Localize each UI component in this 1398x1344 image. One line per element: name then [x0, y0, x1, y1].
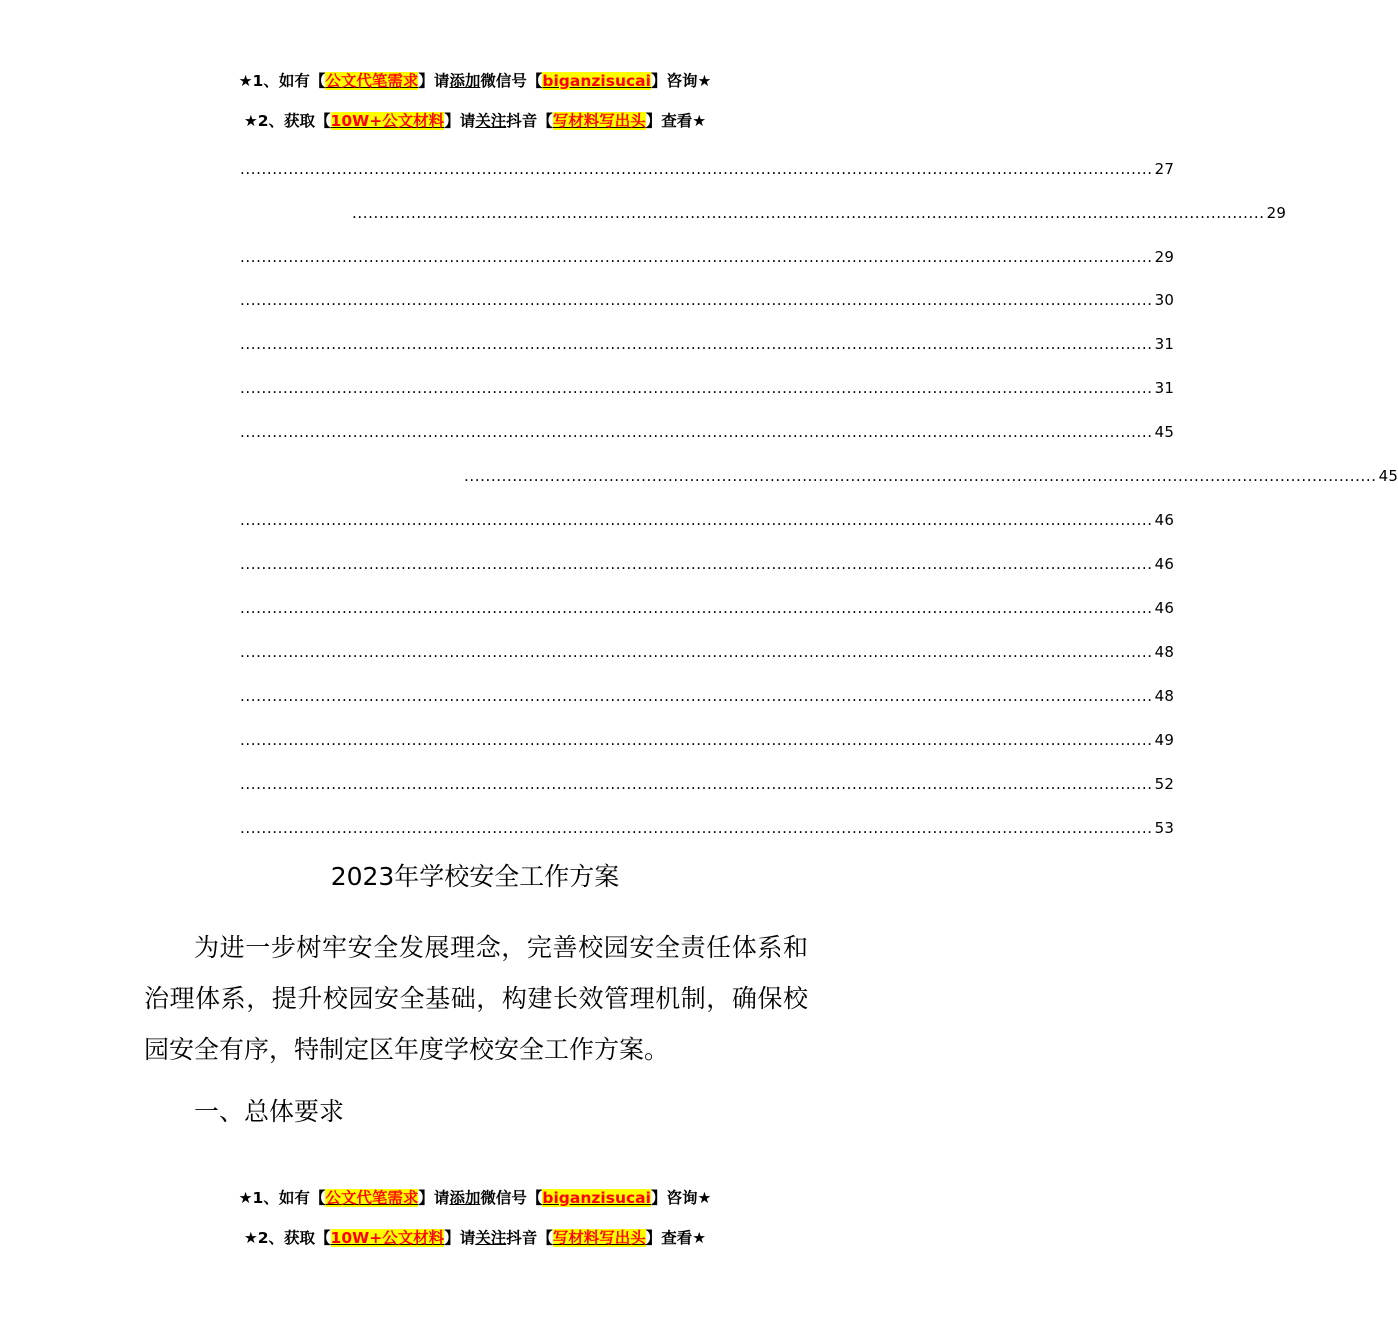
footer-promo-line-2	[0, 1227, 950, 1249]
promo-text: 】请	[444, 112, 476, 130]
promo-highlight-service: 公文代笔需求	[325, 72, 419, 90]
promo-underlined-add: 添加	[449, 72, 481, 90]
toc-leader-dots: ..........................................................................................................................................................................	[240, 687, 1153, 705]
toc-entry[interactable]	[352, 203, 1287, 223]
toc-page-number: 49	[1154, 731, 1175, 749]
toc-entry[interactable]	[240, 510, 1175, 530]
toc-leader-dots: ..........................................................................................................................................................................	[240, 819, 1153, 837]
toc-entry[interactable]	[240, 378, 1175, 398]
promo-text: 】请	[418, 1189, 450, 1207]
toc-leader-dots: ..........................................................................................................................................................................	[240, 160, 1153, 178]
footer-promo-line-1	[0, 1187, 950, 1209]
toc-leader-dots: ..........................................................................................................................................................................	[352, 204, 1265, 222]
promo-underlined-follow: 关注	[475, 1229, 507, 1247]
document-title: 2023年学校安全工作方案	[330, 862, 620, 891]
toc-leader-dots: ..........................................................................................................................................................................	[240, 511, 1153, 529]
toc-entry[interactable]	[464, 466, 1398, 486]
toc-entry[interactable]	[240, 818, 1175, 838]
toc-leader-dots: ..........................................................................................................................................................................	[240, 335, 1153, 353]
toc-entry[interactable]	[240, 422, 1175, 442]
toc-leader-dots: ..........................................................................................................................................................................	[240, 775, 1153, 793]
toc-leader-dots: ..........................................................................................................................................................................	[240, 291, 1153, 309]
header-promo-line-1	[0, 70, 950, 92]
toc-entry[interactable]	[240, 686, 1175, 706]
promo-highlight-douyin-id: 写材料写出头	[552, 1229, 646, 1247]
toc-entry[interactable]	[240, 774, 1175, 794]
promo-prefix: ★2、获取【	[243, 1229, 331, 1247]
promo-prefix: ★1、如有【	[238, 1189, 326, 1207]
toc-page-number: 45	[1154, 423, 1175, 441]
promo-text: 抖音【	[506, 112, 553, 130]
toc-page-number: 46	[1154, 555, 1175, 573]
toc-entry[interactable]	[240, 730, 1175, 750]
toc-page-number: 48	[1154, 687, 1175, 705]
toc-leader-dots: ..........................................................................................................................................................................	[240, 379, 1153, 397]
toc-entry[interactable]	[240, 290, 1175, 310]
promo-suffix: 】咨询★	[650, 72, 712, 90]
promo-text: 】请	[418, 72, 450, 90]
promo-underlined-follow: 关注	[475, 112, 507, 130]
toc-leader-dots: ..........................................................................................................................................................................	[240, 423, 1153, 441]
toc-entry[interactable]	[240, 642, 1175, 662]
promo-prefix: ★1、如有【	[238, 72, 326, 90]
toc-entry[interactable]	[240, 159, 1175, 179]
toc-page-number: 52	[1154, 775, 1175, 793]
toc-leader-dots: ..........................................................................................................................................................................	[240, 643, 1153, 661]
toc-page-number: 48	[1154, 643, 1175, 661]
intro-paragraph: 为进一步树牢安全发展理念，完善校园安全责任体系和治理体系，提升校园安全基础，构建长效管理机制，确保校园安全有序，特制定区年度学校安全工作方案。	[144, 933, 808, 1064]
toc-page-number: 46	[1154, 511, 1175, 529]
toc-page-number: 46	[1154, 599, 1175, 617]
promo-prefix: ★2、获取【	[243, 112, 331, 130]
promo-highlight-materials: 10W+公文材料	[330, 112, 445, 130]
toc-page-number: 29	[1154, 248, 1175, 266]
toc-leader-dots: ..........................................................................................................................................................................	[240, 599, 1153, 617]
toc-leader-dots: ..........................................................................................................................................................................	[240, 731, 1153, 749]
promo-highlight-materials: 10W+公文材料	[330, 1229, 445, 1247]
promo-highlight-service: 公文代笔需求	[325, 1189, 419, 1207]
promo-text: 抖音【	[506, 1229, 553, 1247]
promo-suffix: 】查看★	[645, 112, 707, 130]
toc-entry[interactable]	[240, 334, 1175, 354]
promo-highlight-douyin-id: 写材料写出头	[552, 112, 646, 130]
toc-page-number: 30	[1154, 291, 1175, 309]
toc-leader-dots: ..........................................................................................................................................................................	[240, 555, 1153, 573]
promo-text: 】请	[444, 1229, 476, 1247]
promo-suffix: 】查看★	[645, 1229, 707, 1247]
toc-entry[interactable]	[240, 554, 1175, 574]
toc-page-number: 45	[1378, 467, 1398, 485]
promo-highlight-wechat-id: biganzisucai	[542, 1189, 651, 1207]
toc-page-number: 31	[1154, 335, 1175, 353]
toc-entry[interactable]	[240, 247, 1175, 267]
header-promo-line-2	[0, 110, 950, 132]
toc-page-number: 27	[1154, 160, 1175, 178]
promo-text: 微信号【	[480, 1189, 543, 1207]
toc-leader-dots: ..........................................................................................................................................................................	[240, 248, 1153, 266]
section-heading: 一、总体要求	[194, 1097, 345, 1126]
toc-page-number: 53	[1154, 819, 1175, 837]
promo-text: 微信号【	[480, 72, 543, 90]
promo-underlined-add: 添加	[449, 1189, 481, 1207]
promo-suffix: 】咨询★	[650, 1189, 712, 1207]
toc-page-number: 29	[1266, 204, 1287, 222]
promo-highlight-wechat-id: biganzisucai	[542, 72, 651, 90]
toc-page-number: 31	[1154, 379, 1175, 397]
toc-leader-dots: ..........................................................................................................................................................................	[464, 467, 1377, 485]
toc-entry[interactable]	[240, 598, 1175, 618]
